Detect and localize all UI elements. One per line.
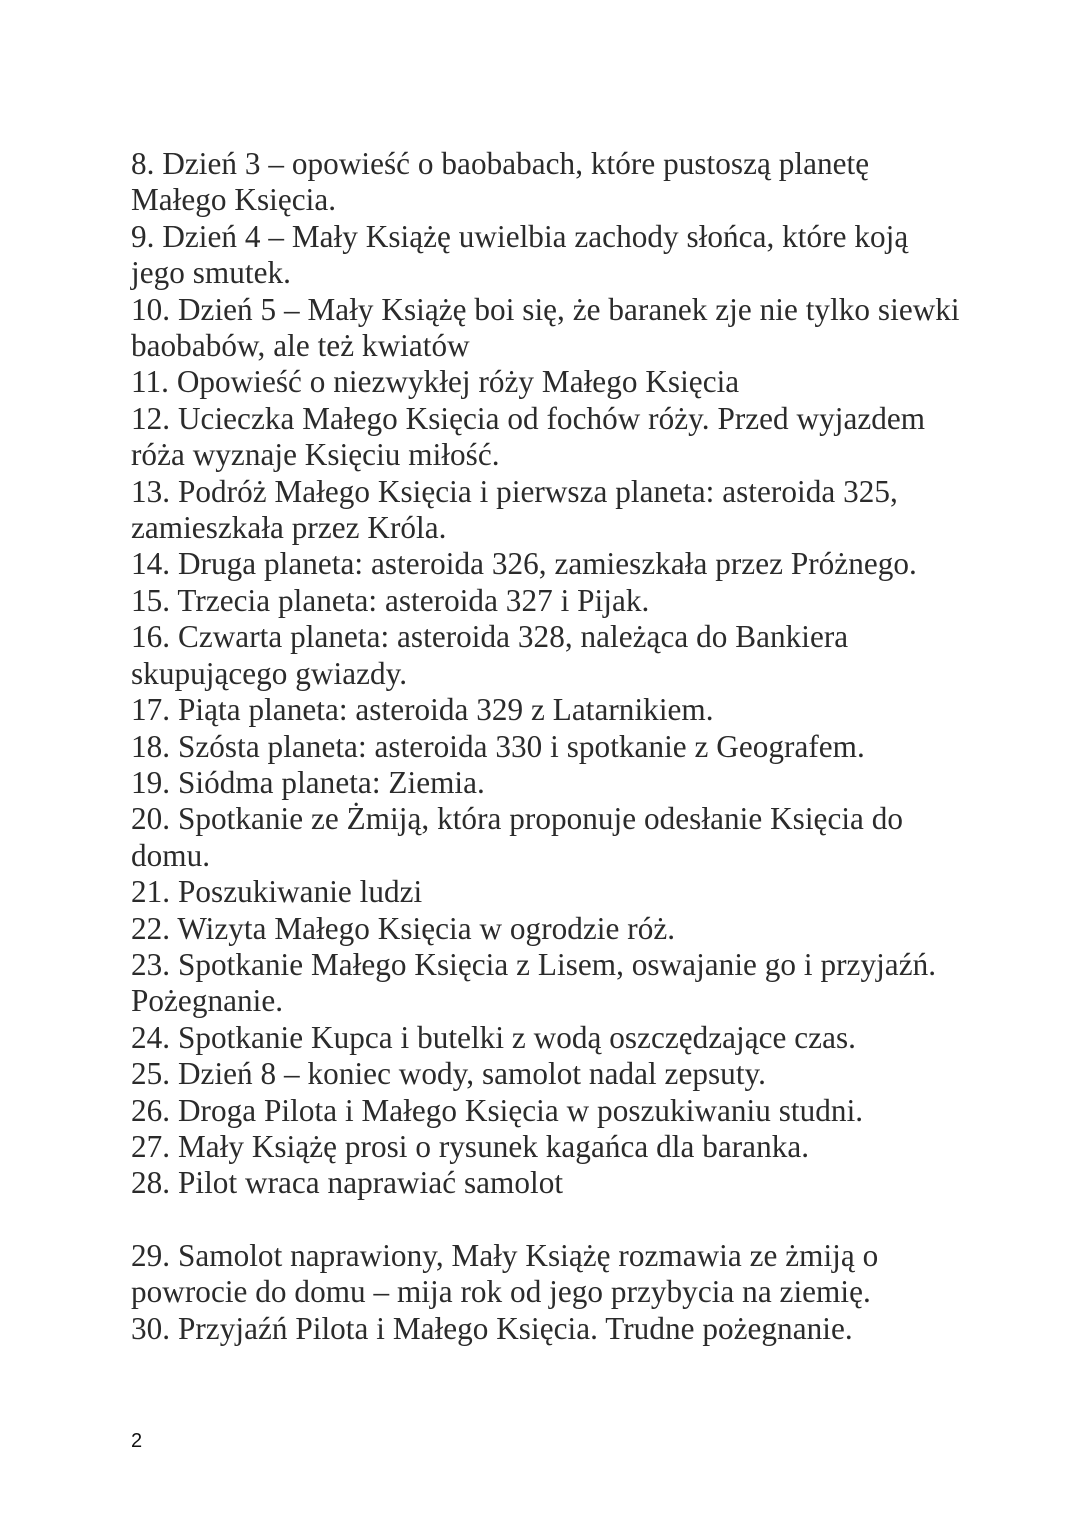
outline-item-29: 29. Samolot naprawiony, Mały Książę rozmawia ze żmiją o powrocie do domu – mija rok od jego przybycia na ziemię. xyxy=(131,1237,879,1310)
outline-item-26: 26. Droga Pilota i Małego Księcia w poszukiwaniu studni. xyxy=(131,1092,864,1128)
outline-item-20: 20. Spotkanie ze Żmiją, która proponuje odesłanie Księcia do domu. xyxy=(131,801,904,873)
outline-item-9: 9. Dzień 4 – Mały Książę uwielbia zachody słońca, które koją jego smutek. xyxy=(131,218,909,291)
outline-item-22: 22. Wizyta Małego Księcia w ogrodzie róż. xyxy=(131,910,676,946)
outline-item-14: 14. Druga planeta: asteroida 326, zamieszkała przez Próżnego. xyxy=(131,546,917,582)
outline-item-21: 21. Poszukiwanie ludzi xyxy=(131,874,423,910)
outline-item-16: 16. Czwarta planeta: asteroida 328, należąca do Bankiera skupującego gwiazdy. xyxy=(131,619,849,691)
outline-item-13: 13. Podróż Małego Księcia i pierwsza planeta: asteroida 325, zamieszkała przez Króla. xyxy=(131,473,898,546)
outline-item-11: 11. Opowieść o niezwykłej róży Małego Księcia xyxy=(131,364,740,400)
outline-item-28: 28. Pilot wraca naprawiać samolot xyxy=(131,1165,564,1201)
plot-outline-list xyxy=(131,146,961,1347)
outline-item-23: 23. Spotkanie Małego Księcia z Lisem, oswajanie go i przyjaźń. Pożegnanie. xyxy=(131,946,937,1019)
outline-item-17: 17. Piąta planeta: asteroida 329 z Latarnikiem. xyxy=(131,692,714,728)
outline-item-8: 8. Dzień 3 – opowieść o baobabach, które pustoszą planetę Małego Księcia. xyxy=(131,146,870,218)
outline-item-24: 24. Spotkanie Kupca i butelki z wodą oszczędzające czas. xyxy=(131,1019,857,1055)
outline-item-10: 10. Dzień 5 – Mały Książę boi się, że baranek zje nie tylko siewki baobabów, ale też kwiatów xyxy=(131,291,960,364)
outline-item-15: 15. Trzecia planeta: asteroida 327 i Pijak. xyxy=(131,582,650,618)
outline-item-27: 27. Mały Książę prosi o rysunek kagańca dla baranka. xyxy=(131,1128,810,1164)
outline-item-19: 19. Siódma planeta: Ziemia. xyxy=(131,764,485,800)
outline-item-30: 30. Przyjaźń Pilota i Małego Księcia. Trudne pożegnanie. xyxy=(131,1310,853,1346)
page-number: 2 xyxy=(131,1430,143,1452)
outline-item-18: 18. Szósta planeta: asteroida 330 i spotkanie z Geografem. xyxy=(131,728,865,764)
outline-item-25: 25. Dzień 8 – koniec wody, samolot nadal zepsuty. xyxy=(131,1056,766,1092)
outline-item-12: 12. Ucieczka Małego Księcia od fochów róży. Przed wyjazdem róża wyznaje Księciu miłość. xyxy=(131,400,926,473)
